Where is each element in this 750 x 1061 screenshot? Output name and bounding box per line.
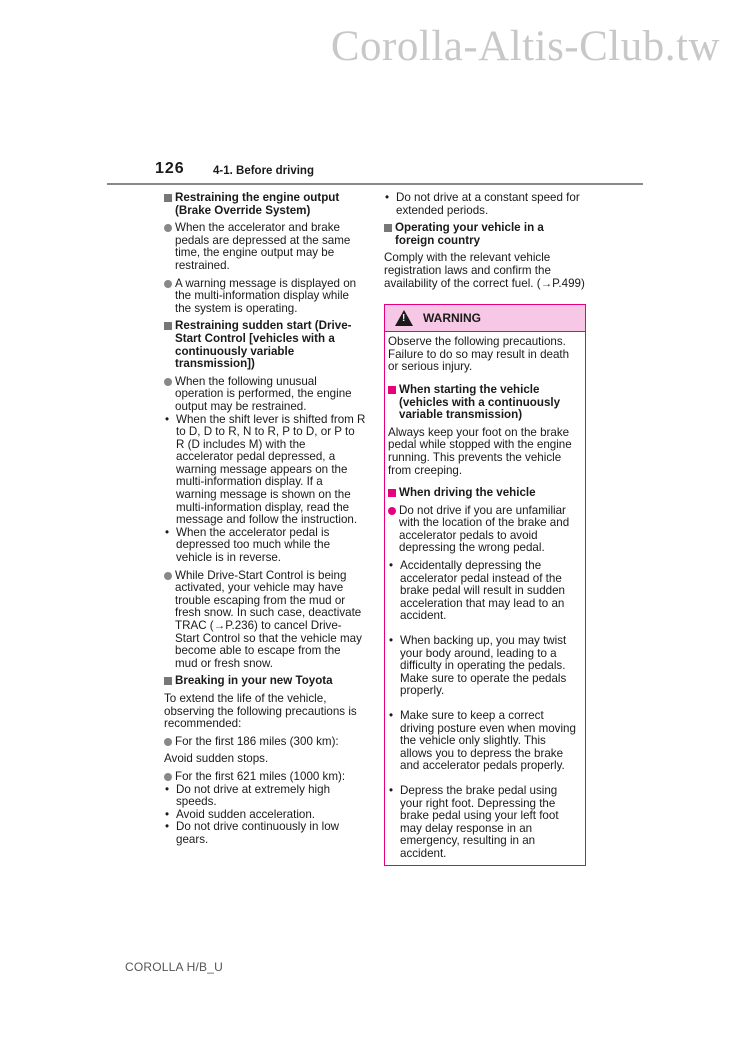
circle-bullet-icon: [164, 773, 172, 781]
paragraph: Always keep your foot on the brake pedal while stopped with the engine running. This prevents the vehicle from creeping.: [388, 425, 572, 477]
right-column: [384, 192, 586, 866]
circle-bullet-icon: [164, 738, 172, 746]
header-rule: [107, 183, 643, 185]
circle-bullet-icon: [164, 224, 172, 232]
paragraph: Failure to do so may result in death or serious injury.: [388, 347, 570, 374]
warning-body: [385, 332, 585, 860]
bullet-item: While Drive-Start Control is being activated, your vehicle may have trouble escaping from the mud or fresh snow. In such case, deactivate TRAC (→P.236) to cancel Drive-Start Control so that the vehicle may become able to escape from the mud or fresh snow.: [164, 570, 366, 671]
left-column: [164, 192, 366, 847]
heading-drive-start-control: Restraining sudden start (Drive-Start Control [vehicles with a continuously variable transmission]): [164, 320, 366, 370]
bullet-item: When the accelerator and brake pedals are depressed at the same time, the engine output may be restrained.: [164, 222, 366, 272]
paragraph: Observe the following precautions.: [388, 335, 566, 349]
sub-bullet-item: • Depress the brake pedal using your right foot. Depressing the brake pedal using your left foot may delay response in an emergency, resulting in an accident.: [389, 783, 559, 860]
section-title: 4-1. Before driving: [213, 165, 314, 177]
bullet-item: A warning message is displayed on the multi-information display while the system is operating.: [164, 278, 366, 316]
sub-bullet-item: • Do not drive at extremely high speeds.: [165, 782, 331, 809]
square-marker-icon: [164, 194, 172, 202]
paragraph: Avoid sudden stops.: [164, 752, 269, 766]
heading-starting-vehicle: When starting the vehicle (vehicles with a continuously variable transmission): [388, 384, 581, 422]
heading-driving-vehicle: When driving the vehicle: [388, 487, 581, 500]
square-marker-icon: [164, 322, 172, 330]
sub-bullet-item: • When backing up, you may twist your body around, leading to a difficulty in operating the pedals. Make sure to operate the pedals properly.: [389, 634, 567, 698]
square-marker-icon: [388, 386, 396, 394]
footer-model-code: COROLLA H/B_U: [125, 960, 223, 974]
bullet-item: For the first 186 miles (300 km):: [164, 736, 366, 749]
sub-bullet-item: • Do not drive continuously in low gears.: [165, 820, 340, 846]
square-marker-icon: [164, 677, 172, 685]
page-number: 126: [155, 160, 185, 177]
sub-bullet-item: • Make sure to keep a correct driving posture even when moving the vehicle only slightly. This allows you to depress the brake and accelerator pedals properly.: [389, 709, 576, 773]
heading-foreign-country: Operating your vehicle in a foreign country: [384, 222, 586, 247]
circle-bullet-icon: [164, 572, 172, 580]
sub-bullet-item: • Accidentally depressing the accelerator pedal instead of the brake pedal will result in sudden acceleration that may lead to an accident.: [389, 559, 565, 623]
circle-bullet-icon: [388, 507, 396, 515]
square-marker-icon: [384, 224, 392, 232]
bullet-item: When the following unusual operation is performed, the engine output may be restrained.: [164, 376, 366, 414]
watermark: Corolla-Altis-Club.tw: [330, 23, 720, 70]
circle-bullet-icon: [164, 378, 172, 386]
warning-triangle-icon: !: [395, 310, 413, 326]
bullet-item: Do not drive if you are unfamiliar with the location of the brake and accelerator pedals to avoid depressing the wrong pedal.: [388, 505, 581, 555]
warning-header: [385, 305, 585, 332]
bullet-item: For the first 621 miles (1000 km):: [164, 771, 366, 784]
paragraph: Comply with the relevant vehicle registration laws and confirm the availability of the correct fuel. (→P.499): [384, 251, 585, 290]
warning-title: WARNING: [423, 310, 481, 325]
square-marker-icon: [388, 489, 396, 497]
warning-box: [384, 304, 586, 865]
heading-brake-override: Restraining the engine output (Brake Override System): [164, 192, 366, 217]
sub-bullet-item: • When the shift lever is shifted from R to D, D to R, N to R, P to D, or P to R (D includes M) with the accelerator pedal depressed, a warning message appears on the multi-information display. If a warning message is shown on the multi-information display, read the message and follow the instruction.: [165, 412, 366, 527]
sub-bullet-item: • When the accelerator pedal is depressed too much while the vehicle is in reverse.: [165, 525, 331, 565]
circle-bullet-icon: [164, 280, 172, 288]
paragraph: To extend the life of the vehicle, observing the following precautions is recommended:: [164, 691, 357, 731]
sub-bullet-item: • Avoid sudden acceleration.: [165, 807, 316, 821]
heading-breaking-in: Breaking in your new Toyota: [164, 675, 366, 688]
sub-bullet-item: • Do not drive at a constant speed for extended periods.: [385, 191, 580, 217]
